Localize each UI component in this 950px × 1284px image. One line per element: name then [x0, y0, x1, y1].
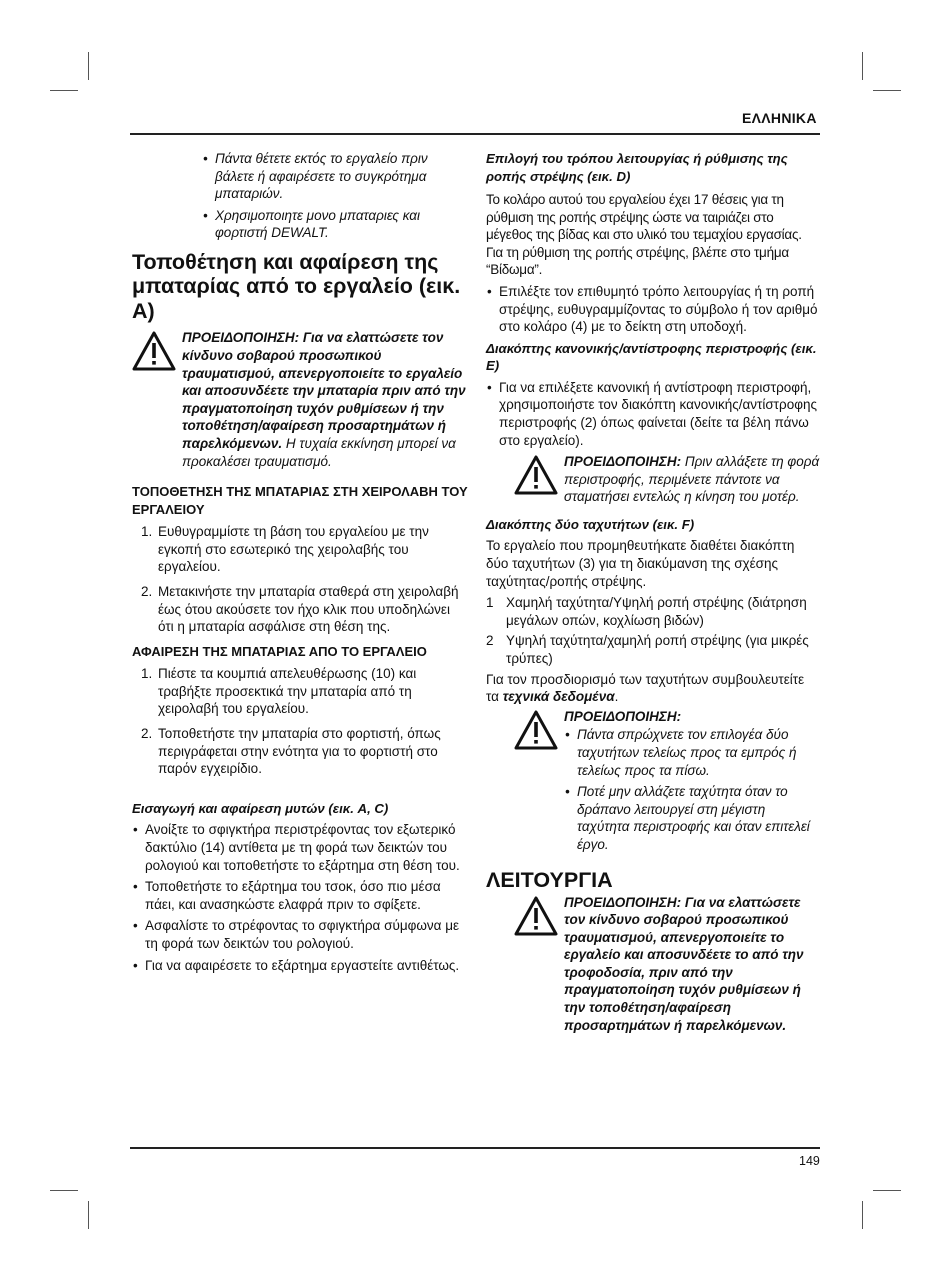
operation-heading: ΛΕΙΤΟΥΡΓΙΑ: [486, 867, 613, 892]
crop-mark: [88, 52, 89, 80]
crop-mark: [873, 1190, 901, 1191]
list-item: • Ποτέ μην αλλάζετε ταχύτητα όταν το δράπανο λειτουργεί στη μέγιστη ταχύτητα περιστροφής και όταν επιτελεί έργο.: [564, 783, 820, 853]
install-battery-heading: ΤΟΠΟΘΕΤΗΣΗ ΤΗΣ ΜΠΑΤΑΡΙΑΣ ΣΤΗ ΧΕΙΡΟΛΑΒΗ ΤΟΥ ΕΡΓΑΛΕΙΟΥ: [132, 484, 468, 517]
crop-mark: [50, 90, 78, 91]
crop-mark: [862, 52, 863, 80]
list-item: 2. Μετακινήστε την μπαταρία σταθερά στη χειρολαβή έως ότου ακούσετε τον ήχο κλικ που υποδηλώνει ότι η μπαταρία ασφάλισε στη θέση της.: [141, 584, 459, 635]
operation-warning: [514, 894, 820, 1035]
warning-text: ΠΡΟΕΙΔΟΠΟΙΗΣΗ: • Πάντα σπρώχνετε τον επιλογέα δύο ταχυτήτων τελείως προς τα εμπρός ή τελείως προς τα πίσω. • Ποτέ μην αλλάζετε ταχύτητα όταν το δράπανο λειτουργεί στη μέγιστη ταχύτητα περιστροφής και όταν επιτελεί έργο.: [564, 708, 820, 858]
mode-paragraph: Το κολάρο αυτού του εργαλείου έχει 17 θέσεις για τη ρύθμιση της ροπής στρέψης ώστε να ταιριάζει στο μέγεθος της βίδας και στο υλικό του τεμαχίου εργασίας. Για τη ρύθμιση της ροπής στρέψης, βλέπε στο τμήμα “Βίδωμα”.: [486, 192, 802, 278]
remove-steps-list: [132, 665, 468, 778]
intro-bullet-list: [202, 150, 468, 242]
speed-note: Για τον προσδιορισμό των ταχυτήτων συμβουλευτείτε τα τεχνικά δεδομένα.: [486, 671, 805, 705]
warning-triangle-icon: [132, 331, 176, 371]
list-item: • Για να αφαιρέσετε το εξάρτημα εργαστείτε αντιθέτως.: [132, 957, 468, 975]
list-item: • Επιλέξτε τον επιθυμητό τρόπο λειτουργίας ή τη ροπή στρέψης, ευθυγραμμίζοντας το σύμβολο ή τον αριθμό στο κολάρο (4) με το δείκτη στη υποδοχή.: [486, 283, 820, 336]
list-item: • Πάντα σπρώχνετε τον επιλογέα δύο ταχυτήτων τελείως προς τα εμπρός ή τελείως προς τα πίσω.: [564, 726, 820, 779]
right-column: [486, 150, 820, 1034]
list-item: 2 Υψηλή ταχύτητα/χαμηλή ροπή στρέψης (για μικρές τρύπες): [486, 633, 809, 666]
warning-triangle-icon: [514, 710, 558, 750]
bits-bullet-list: [132, 821, 468, 974]
crop-mark: [88, 1201, 89, 1229]
footer-rule: [130, 1147, 820, 1149]
list-item: 2. Τοποθετήστε την μπαταρία στο φορτιστή, όπως περιγράφεται στην ενότητα για το φορτιστή στο παρόν εγχειρίδιο.: [141, 726, 441, 777]
reverse-bullet-list: [486, 379, 820, 449]
speed-heading: Διακόπτης δύο ταχυτήτων (εικ. F): [486, 516, 695, 532]
list-item: • Χρησιμοποιητε μονο μπαταριες και φορτιστή DEWALT.: [202, 207, 468, 242]
reverse-heading: Διακόπτης κανονικής/αντίστροφης περιστροφής (εικ. E): [486, 340, 817, 374]
warning-text: ΠΡΟΕΙΔΟΠΟΙΗΣΗ: Για να ελαττώσετε τον κίνδυνο σοβαρού προσωπικού τραυματισμού, απενεργοποιείτε το εργαλείο και αποσυνδέετε την μπαταρία πριν από την πραγματοποίηση τυχόν ρυθμίσεων ή την τοποθέτηση/αφαίρεση προσαρτημάτων ή παρελκόμενων. Η τυχαία εκκίνηση μπορεί να προκαλέσει τραυματισμό.: [182, 330, 466, 469]
list-item: 1. Ευθυγραμμίστε τη βάση του εργαλείου με την εγκοπή στο εσωτερικό της χειρολαβής του εργαλείου.: [141, 524, 429, 575]
crop-mark: [862, 1201, 863, 1229]
list-item: 1. Πιέστε τα κουμπιά απελευθέρωσης (10) και τραβήξτε προσεκτικά την μπαταρία από τη χειρολαβή του εργαλείου.: [141, 666, 417, 717]
warning-text: ΠΡΟΕΙΔΟΠΟΙΗΣΗ: Πριν αλλάξετε τη φορά περιστροφής, περιμένετε πάντοτε να σταματήσει εντελώς η κίνηση του μοτέρ.: [564, 454, 820, 505]
language-header: ΕΛΛΗΝΙΚΑ: [742, 110, 817, 126]
list-item: • Για να επιλέξετε κανονική ή αντίστροφη περιστροφή, χρησιμοποιήστε τον διακόπτη κανονικής/αντίστροφης περιστροφής (2) όπως φαίνεται (δείτε τα βέλη πάνω στο εργαλείο).: [486, 379, 820, 449]
bits-heading: Εισαγωγή και αφαίρεση μυτών (εικ. A, C): [132, 800, 389, 816]
speed-paragraph: Το εργαλείο που προμηθευτήκατε διαθέτει διακόπτη δύο ταχυτήτων (3) για τη διακύμανση της σχέσης ταχύτητας/ροπής στρέψης.: [486, 538, 795, 589]
remove-battery-heading: ΑΦΑΙΡΕΣΗ ΤΗΣ ΜΠΑΤΑΡΙΑΣ ΑΠΟ ΤΟ ΕΡΓΑΛΕΙΟ: [132, 643, 427, 659]
list-item: • Ασφαλίστε το στρέφοντας το σφιγκτήρα σύμφωνα με τη φορά των δεικτών του ρολογιού.: [132, 917, 468, 952]
speed-warning-bullets: [564, 726, 820, 853]
mode-heading: Επιλογή του τρόπου λειτουργίας ή ρύθμισης της ροπής στρέψης (εικ. D): [486, 151, 788, 184]
battery-warning: [132, 329, 468, 470]
crop-mark: [873, 90, 901, 91]
speed-warning: [514, 708, 820, 858]
header-rule: [130, 133, 820, 135]
battery-section-heading: Τοποθέτηση και αφαίρεση της μπαταρίας από το εργαλείο (εικ. A): [132, 249, 461, 323]
speed-items-list: [486, 594, 820, 667]
list-item: • Ανοίξτε το σφιγκτήρα περιστρέφοντας τον εξωτερικό δακτύλιο (14) αντίθετα με τη φορά των δεικτών του ρολογιού και τοποθετήστε το εξάρτημα στη θέση του.: [132, 821, 468, 874]
left-column: [132, 150, 468, 978]
warning-text: ΠΡΟΕΙΔΟΠΟΙΗΣΗ: Για να ελαττώσετε τον κίνδυνο σοβαρού προσωπικού τραυματισμού, απενεργοποιείτε το εργαλείο και αποσυνδέετε το από την τροφοδοσία, πριν από την πραγματοποίηση τυχόν ρυθμίσεων ή την τοποθέτηση/αφαίρεση προσαρτημάτων ή παρελκόμενων.: [564, 894, 804, 1033]
warning-triangle-icon: [514, 455, 558, 495]
list-item: 1 Χαμηλή ταχύτητα/Υψηλή ροπή στρέψης (διάτρηση μεγάλων οπών, κοχλίωση βιδών): [486, 595, 807, 628]
reverse-warning: [514, 453, 820, 506]
crop-mark: [50, 1190, 78, 1191]
page-number: 149: [799, 1154, 820, 1168]
warning-triangle-icon: [514, 896, 558, 936]
mode-bullet-list: [486, 283, 820, 336]
list-item: • Τοποθετήστε το εξάρτημα του τσοκ, όσο πιο μέσα πάει, και ανασηκώστε ελαφρά πριν το σφίξετε.: [132, 878, 468, 913]
install-steps-list: [132, 523, 468, 636]
list-item: • Πάντα θέτετε εκτός το εργαλείο πριν βάλετε ή αφαιρέσετε το συγκρότημα μπαταριών.: [202, 150, 468, 203]
